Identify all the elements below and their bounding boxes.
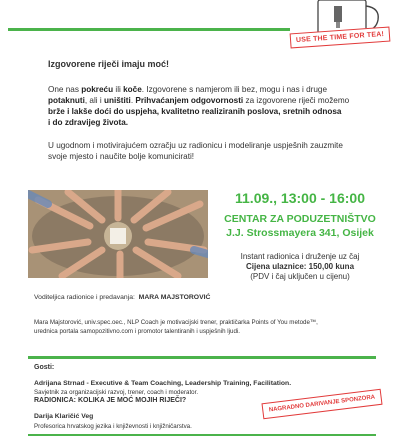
host-label: Voditeljica radionice i predavanja: [34,294,135,301]
headline: Izgovorene riječi imaju moć! [48,59,170,69]
host-bio: Mara Majstorović, univ.spec.oec., NLP Coach je motivacijski trener, praktičarka Points of You metode™, urednica portala samopozitivno.com i promotor talentiranih i uspješnih ljudi. [34,319,318,335]
event-date: 11.09., 13:00 - 16:00 [235,190,365,206]
event-address: J.J. Strossmayera 341, Osijek [226,227,374,239]
guest2-desc: Profesorica hrvatskog jezika i književnosti i knjižničarstva. [34,423,192,430]
hands-circle-image [28,190,208,278]
tea-stamp: USE THE TIME FOR TEA! [290,27,391,49]
top-accent-bar [8,28,290,31]
guests-label: Gosti: [34,364,55,371]
event-price-note: (PDV i čaj uključen u cijenu) [250,272,350,281]
event-venue: CENTAR ZA PODUZETNIŠTVO [224,213,376,225]
intro-paragraph-2: U ugodnom i motivirajućem ozračju uz radionicu i modeliranje uspješnih zauzmite svoje mjesto i naučite bolje komunicirati! [48,141,343,161]
event-price: Cijena ulaznice: 150,00 kuna [245,262,355,271]
intro-paragraph: One nas pokreću ili koče. Izgovorene s namjerom ili bez, mogu i nas i druge potaknuti, ali i uništiti. Prihvaćanjem odgovornosti za izgovorene riječi možemo brže i lakše doći do uspjeha, kvalitetno realiziranih poslova, sretnih odnosa i do zdravijeg života. [48,85,350,127]
workshop-photo [28,190,208,278]
host-line [34,293,210,302]
guest1-name: Adrijana Strnad - Executive & Team Coaching, Leadership Training, Facilitation. [34,380,292,387]
guest1-desc: Savjetnik za organizacijski razvoj, trener, coach i moderator. [34,389,199,396]
bottom-divider [28,434,376,436]
guest1-talk: RADIONICA: KOLIKA JE MOĆ MOJIH RIJEČI? [34,397,187,404]
guest2-name: Darija Klaričić Veg [34,413,94,420]
host-name: MARA MAJSTOROVIĆ [138,294,211,301]
event-info: Instant radionica i druženje uz čaj [240,252,360,261]
sponsor-badge: NAGRADNO DARIVANJE SPONZORA [261,389,382,420]
mid-divider [28,356,376,359]
